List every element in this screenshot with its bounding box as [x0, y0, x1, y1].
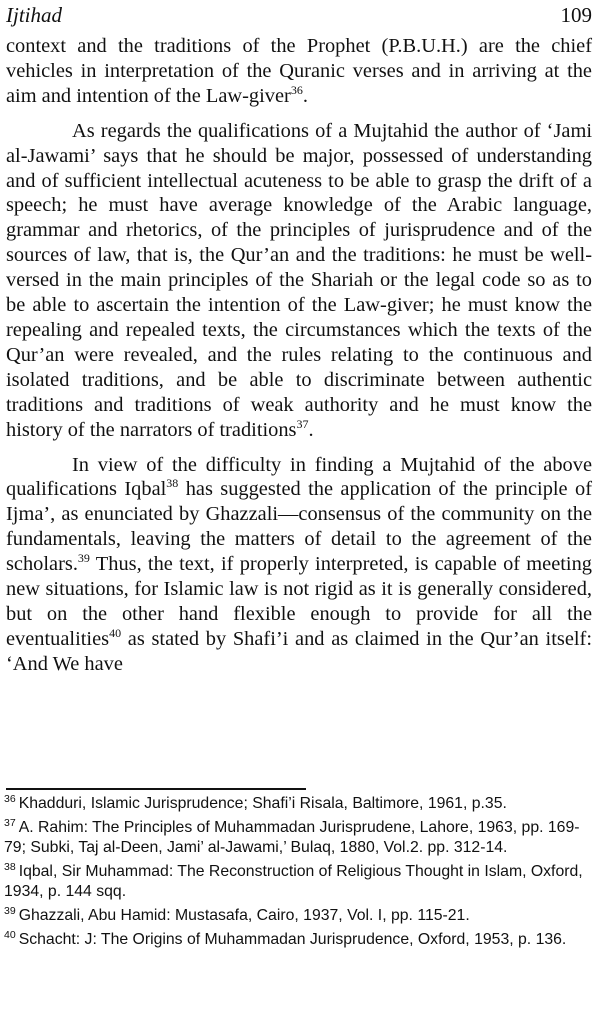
footnote-text: Iqbal, Sir Muhammad: The Reconstruction of Religious Thought in Islam, Oxford, 1934, p. 144 sqq. — [4, 862, 583, 901]
footnote-text: Khadduri, Islamic Jurisprudence; Shafi’i Risala, Baltimore, 1961, p.35. — [18, 795, 507, 812]
footnote — [4, 794, 590, 815]
footnote-reference: 40 — [109, 625, 122, 640]
paragraph-text: As regards the qualifications of a Mujtahid the author of ‘Jami al-Jawami’ says that he should be major, possessed of understanding and of sufficient intellectual acuteness to be able to grasp the drift of a speech; he must have average knowledge of the Arabic language, grammar and rhetorics, of the principles of jurisprudence and of the sources of law, that is, the Qur’an and the traditions: he must be well-versed in the main principles of the Shariah or the legal code so as to be able to ascertain the intention of the Law-giver; he must know the repealing and repealed texts, the circumstances which the texts of the Qur’an were revealed, and the rules relating to the continuous and isolated traditions, and be able to discriminate between authentic traditions and traditions of weak authority and he must know the history of the narrators of traditions — [6, 119, 592, 441]
footnotes — [4, 794, 590, 953]
paragraph-text: as stated by Shafi’i and as claimed in the Qur’an itself: ‘And We have — [6, 627, 592, 675]
footnote-text: Ghazzali, Abu Hamid: Mustasafa, Cairo, 1937, Vol. I, pp. 115-21. — [18, 906, 470, 924]
paragraph-text: has suggested the application of the principle of Ijma’, as enunciated by Ghazzali—consensus of the community on the fundamentals, leaving the matters of detail to the agreement of the scholars. — [6, 478, 592, 576]
footnote-reference: 39 — [77, 551, 90, 566]
footnote-number: 40 — [4, 928, 16, 941]
footnote-reference: 36 — [290, 82, 303, 97]
footnote-number: 36 — [4, 793, 16, 805]
paragraph-text: . — [302, 84, 308, 107]
paragraph-text: In view of the difficulty in finding a Mujtahid of the above qualifications Iqbal — [6, 453, 592, 501]
paragraph-text: . — [308, 418, 314, 441]
paragraph — [6, 453, 592, 677]
running-title: Ijtihad — [6, 3, 62, 27]
paragraph-text: context and the traditions of the Prophet (P.B.U.H.) are the chief vehicles in interpretation of the Quranic verses and in arriving at the aim and intention of the Law-giver — [6, 35, 592, 107]
footnote-number: 39 — [4, 904, 16, 917]
footnote — [4, 818, 590, 859]
footnote-divider — [6, 788, 306, 790]
page-number: 109 — [560, 3, 592, 27]
footnote-reference: 38 — [166, 476, 179, 491]
main-text — [6, 34, 592, 677]
footnote — [4, 862, 590, 903]
footnote — [4, 930, 590, 951]
paragraph-text: Thus, the text, if properly interpreted, is capable of meeting new situations, for Islamic law is not rigid as it is generally considered, but on the other hand flexible enough to provide for all the eventualities — [6, 553, 592, 650]
page-header — [6, 2, 592, 28]
footnote — [4, 906, 590, 927]
footnote-reference: 37 — [296, 416, 309, 431]
paragraph — [6, 119, 592, 443]
footnote-number: 37 — [4, 816, 16, 829]
footnote-number: 38 — [4, 860, 16, 873]
footnote-text: Schacht: J: The Origins of Muhammadan Jurisprudence, Oxford, 1953, p. 136. — [18, 930, 567, 948]
footnote-text: A. Rahim: The Principles of Muhammadan Jurisprudene, Lahore, 1963, pp. 169-79; Subki, Taj al-Deen, Jami’ al-Jawami,’ Bulaq, 1880, Vol.2. pp. 312-14. — [4, 818, 580, 857]
paragraph — [6, 34, 592, 109]
